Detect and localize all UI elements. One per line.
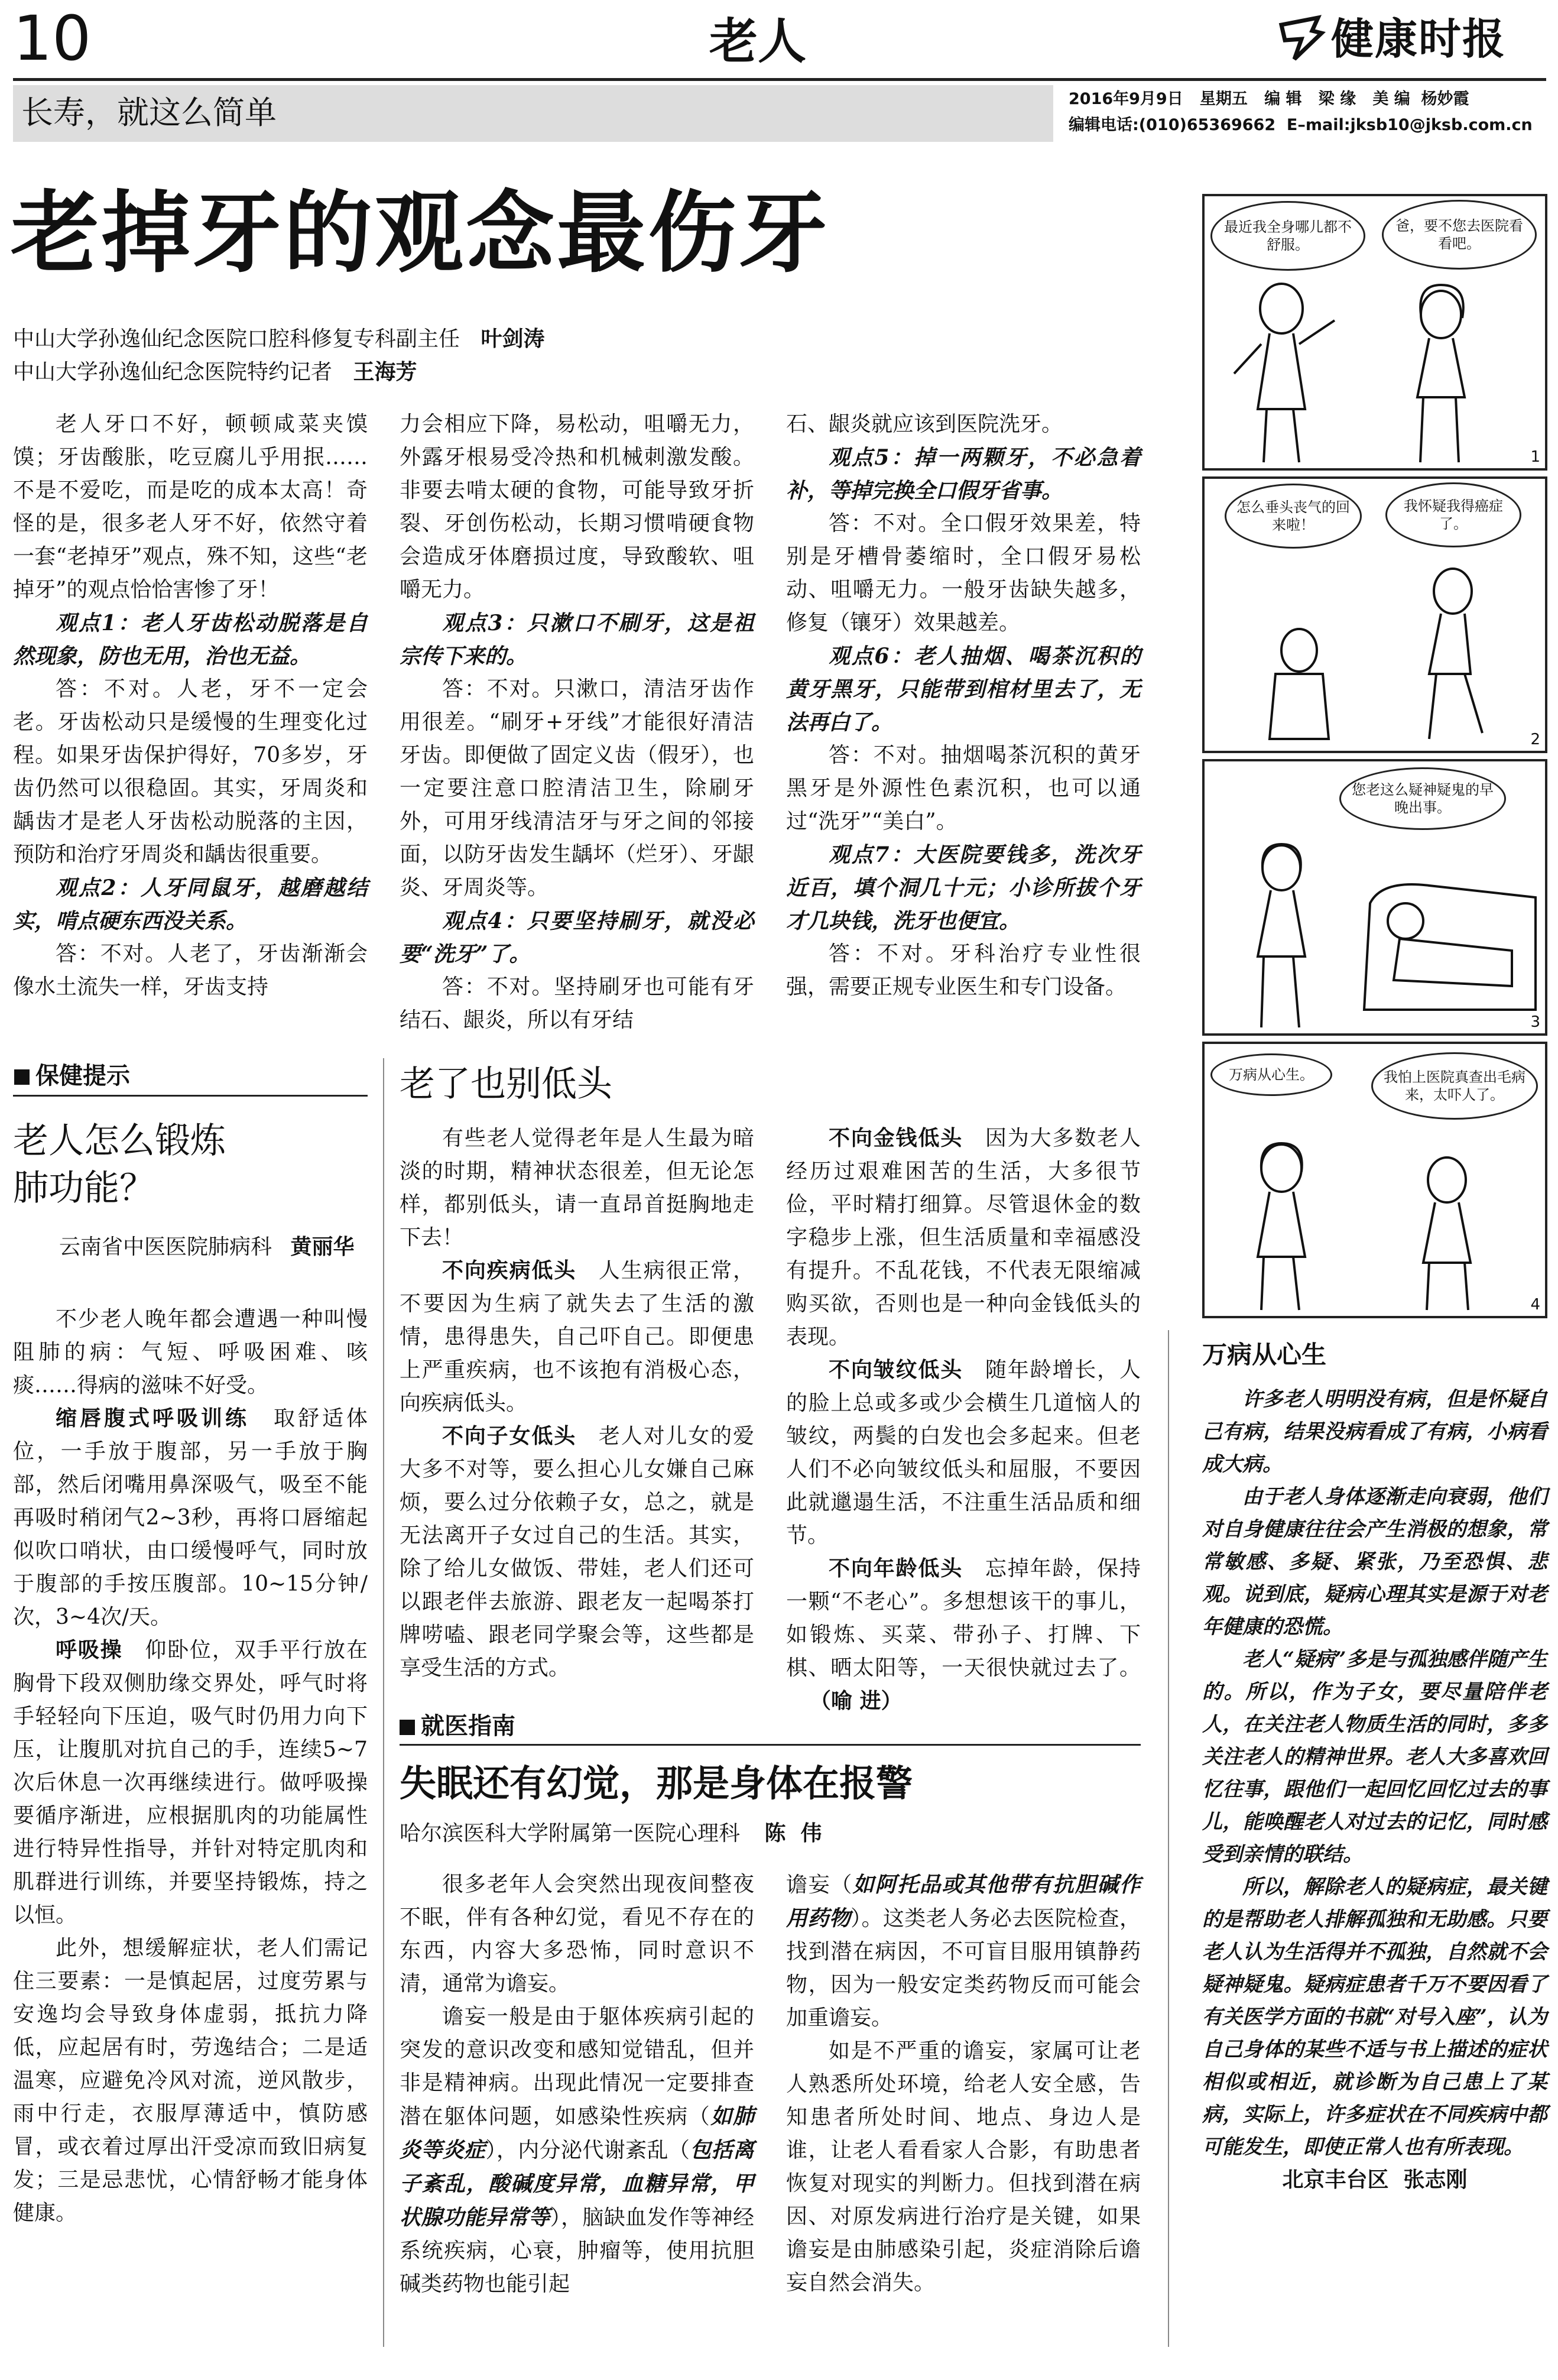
answer-5: 答：不对。全口假牙效果差，特别是牙槽骨萎缩时，全口假牙易松动、咀嚼无力。一般牙齿缺失越多，修复（镶牙）效果越差。 (786, 511, 1141, 635)
viewpoint-7: 观点7：大医院要钱多，洗次牙近百，填个洞几十元；小诊所拔个牙才几块钱，洗牙也便宜。 (786, 842, 1141, 933)
contact-line: 编辑电话:(010)65369662 E–mail:jksb10@jksb.com.cn (1069, 116, 1533, 134)
medical-guide-p2-italic: 包括离子紊乱，酸碱度异常，血糖异常，甲状腺功能异常等 (400, 2138, 754, 2230)
answer-4-start: 答：不对。坚持刷牙也可能有牙结石、龈炎，所以有牙结 (400, 975, 754, 1032)
medical-guide-p3-part: 谵妄（ (786, 1873, 853, 1897)
health-tips-headline-line1: 老人怎么锻炼 (13, 1120, 226, 1162)
section-name: 老人 (709, 13, 807, 70)
answer-4-cont: 石、龈炎就应该到医院洗牙。 (786, 412, 1063, 436)
comic-bubble: 怎么垂头丧气的回来啦！ (1225, 484, 1362, 549)
health-tips-body (13, 1303, 368, 2230)
no-bow-col1 (400, 1122, 754, 1685)
page-subtitle: 长寿，就这么简单 (21, 94, 277, 131)
byline-1-name: 叶剑涛 (481, 327, 545, 351)
health-tips-byline-affiliation: 云南省中医医院肺病科 (59, 1235, 272, 1259)
daughter-and-father-talking-illustration (1205, 1044, 1547, 1318)
comic-panel-2 (1202, 476, 1547, 753)
no-bow-p5-body: 忘掉年龄，保持一颗“不老心”。多想想该干的事儿，如锻炼、买菜、带孙子、打牌、下棋、晒太阳等，一天很快就过去了。 (786, 1557, 1141, 1680)
section-rule (13, 1095, 368, 1097)
viewpoint-6: 观点6：老人抽烟、喝茶沉积的黄牙黑牙，只能带到棺材里去了，无法再白了。 (786, 644, 1141, 735)
section-rule (400, 1744, 1141, 1746)
sidebar-body (1202, 1383, 1547, 2197)
logo-text: 健康时报 (1331, 14, 1507, 64)
no-bow-p4-lead: 不向皱纹低头 (829, 1358, 963, 1382)
health-tips-p3 (13, 1634, 368, 1932)
worried-old-man-illustration (1205, 479, 1547, 753)
medical-guide-p2-italic: 如肺炎等炎症 (400, 2104, 754, 2162)
comic-panel-3 (1202, 759, 1547, 1036)
comic-bubble: 我怕上医院真查出毛病来，太吓人了。 (1371, 1052, 1538, 1120)
medical-guide-p3-part: ）。这类老人务必去医院检查，找到潜在病因，不可盲目服用镇静药物，因为一般安定类药物反而可能会加重谵妄。 (786, 1906, 1141, 2030)
sidebar-p3: 老人“疑病”多是与孤独感伴随产生的。所以，作为子女，要尽量陪伴老人，在关注老人物质生活的同时，多多关注老人的精神世界。老人大多喜欢回忆往事，跟他们一起回忆回忆过去的事儿，能唤醒老人对过去的记忆，同时感受到亲情的联结。 (1202, 1648, 1547, 1866)
sidebar-headline: 万病从心生 (1202, 1340, 1327, 1369)
health-tips-byline (59, 1232, 366, 1263)
main-headline: 老掉牙的观念最伤牙 (11, 181, 830, 285)
no-bow-p2 (400, 1420, 754, 1685)
health-tips-p1: 不少老人晚年都会遭遇一种叫慢阻肺的病：气短、呼吸困难、咳痰……得病的滋味不好受。 (13, 1307, 368, 1397)
comic-panel-number: 1 (1530, 448, 1540, 466)
comic-bubble: 最近我全身哪儿都不舒服。 (1210, 201, 1365, 271)
answer-7: 答：不对。牙科治疗专业性很强，需要正规专业医生和专门设备。 (786, 942, 1141, 999)
medical-guide-p2-part: ），内分泌代谢紊乱（ (485, 2138, 690, 2162)
viewpoint-1: 观点1：老人牙齿松动脱落是自然现象，防也无用，治也无益。 (13, 611, 368, 669)
medical-guide-byline-name: 陈 伟 (764, 1821, 822, 1846)
health-tips-p3-lead: 呼吸操 (56, 1638, 123, 1662)
comic-panel-1 (1202, 194, 1547, 471)
section-label-health-tips: 保健提示 (14, 1061, 130, 1091)
medical-guide-p2-part: 谵妄一般是由于躯体疾病引起的突发的意识改变和感知觉错乱，但并非是精神病。出现此情况一定要排查潜在躯体问题，如感染性疾病（ (400, 2005, 754, 2129)
sidebar-p1: 许多老人明明没有病，但是怀疑自己有病，结果没病看成了有病，小病看成大病。 (1202, 1387, 1547, 1476)
medical-guide-col2 (786, 1868, 1141, 2300)
section-label-medical-guide: 就医指南 (400, 1711, 515, 1742)
column-divider (383, 1058, 384, 2347)
old-man-and-daughter-illustration (1205, 196, 1547, 471)
no-bow-author: （喻 进） (810, 1689, 903, 1713)
health-tips-p4: 此外，想缓解症状，老人们需记住三要素：一是慎起居，过度劳累与安逸均会导致身体虚弱，抵抗力降低，应起居有时，劳逸结合；二是适温寒，应避免冷风对流，逆风散步，雨中行走，衣服厚薄适中，慎防感冒，或衣着过厚出汗受凉而致旧病复发；三是忌悲忧，心情舒畅才能身体健康。 (13, 1936, 368, 2225)
main-article-col1 (13, 408, 368, 1004)
medical-guide-col1 (400, 1868, 754, 2301)
column-divider (1168, 1330, 1169, 2347)
no-bow-p3 (786, 1122, 1141, 1354)
no-bow-intro: 有些老人觉得老年是人生最为暗淡的时期，精神状态很差，但无论怎样，都别低头，请一直昂首挺胸地走下去！ (400, 1126, 754, 1250)
daughter-and-sick-father-illustration (1205, 761, 1547, 1036)
sidebar-p4: 所以，解除老人的疑病症，最关键的是帮助老人排解孤独和无助感。只要老人认为生活得并不孤独，自然就不会疑神疑鬼。疑病症患者千万不要因看了有关医学方面的书就“对号入座”，认为自己身体的某些不适与书上描述的症状相似或相近，就诊断为自己患上了某病，实际上，许多症状在不同疾病中都可能发生，即使正常人也有所表现。 (1202, 1875, 1547, 2159)
main-intro: 老人牙口不好，顿顿咸菜夹馍馍；牙齿酸胀，吃豆腐儿乎用抿……不是不爱吃，而是吃的成本太高！奇怪的是，很多老人牙不好，依然守着一套“老掉牙”观点，殊不知，这些“老掉牙”的观点恰恰害惨了牙！ (13, 412, 368, 602)
answer-2-start: 答：不对。人老了，牙齿渐渐会像水土流失一样，牙齿支持 (13, 942, 368, 999)
viewpoint-5: 观点5：掉一两颗牙，不必急着补，等掉完换全口假牙省事。 (786, 445, 1141, 503)
medical-guide-headline: 失眠还有幻觉，那是身体在报警 (400, 1762, 913, 1805)
comic-bubble: 我怀疑我得癌症了。 (1385, 482, 1521, 547)
answer-1: 答：不对。人老，牙不一定会老。牙齿松动只是缓慢的生理变化过程。如果牙齿保护得好，70多岁，牙齿仍然可以很稳固。其实，牙周炎和龋齿才是老人牙齿松动脱落的主因，预防和治疗牙周炎和龋齿很重要。 (13, 677, 368, 867)
viewpoint-3: 观点3：只漱口不刷牙，这是祖宗传下来的。 (400, 611, 754, 669)
no-bow-p1 (400, 1254, 754, 1420)
no-bow-p1-body: 人生病很正常，不要因为生病了就失去了生活的激情，患得患失，自己吓自己。即便患上严重疾病，也不该抱有消极心态，向疾病低头。 (400, 1259, 754, 1415)
medical-guide-p3 (786, 1868, 1141, 2035)
comic-bubble: 爸，要不您去医院看看吧。 (1382, 200, 1537, 270)
medical-guide-byline-affiliation: 哈尔滨医科大学附属第一医院心理科 (400, 1821, 741, 1846)
health-tips-p3-body: 仰卧位，双手平行放在胸骨下段双侧肋缘交界处，呼气时将手轻轻向下压迫，吸气时仍用力向下压，让腹肌对抗自己的手，连续5~7次后休息一次再继续进行。做呼吸操要循序渐进，应根据肌肉的功能属性进行特异性指导，并针对特定肌肉和肌群进行训练，并要坚持锻炼，持之以恒。 (13, 1638, 368, 1927)
sidebar-p2: 由于老人身体逐渐走向衰弱，他们对自身健康往往会产生消极的想象，常常敏感、多疑、紧张，乃至恐惧、悲观。说到底，疑病心理其实是源于对老年健康的恐慌。 (1202, 1485, 1547, 1639)
comic-bubble: 万病从心生。 (1210, 1053, 1332, 1096)
byline-2-affiliation: 中山大学孙逸仙纪念医院特约记者 (13, 360, 333, 384)
header-rule (13, 78, 1546, 81)
logo-emblem-icon (1277, 13, 1326, 63)
no-bow-p1-lead: 不向疾病低头 (442, 1259, 577, 1283)
main-article-col3 (786, 408, 1141, 1004)
comic-panel-4 (1202, 1042, 1547, 1318)
byline-1-affiliation: 中山大学孙逸仙纪念医院口腔科修复专科副主任 (13, 327, 460, 351)
comic-panel-number: 3 (1530, 1013, 1540, 1031)
byline-2-name: 王海芳 (353, 360, 417, 384)
no-bow-p3-lead: 不向金钱低头 (829, 1126, 963, 1150)
health-tips-p2-lead: 缩唇腹式呼吸训练 (56, 1406, 249, 1431)
date-line: 2016年9月9日 星期五 编 辑 梁 缘 美 编 杨妙霞 (1069, 90, 1469, 108)
page-number: 10 (13, 2, 92, 74)
health-tips-p2 (13, 1402, 368, 1634)
health-tips-headline (13, 1117, 226, 1212)
medical-guide-p3-italic: 如阿托品或其他带有抗胆碱作用药物 (786, 1872, 1141, 1931)
no-bow-p2-lead: 不向子女低头 (442, 1424, 577, 1448)
no-bow-p4 (786, 1354, 1141, 1552)
comic-bubble: 您老这么疑神疑鬼的早晚出事。 (1339, 767, 1506, 830)
no-bow-col2 (786, 1122, 1141, 1718)
answer-3: 答：不对。只漱口，清洁牙齿作用很差。“刷牙+牙线”才能很好清洁牙齿。即便做了固定义齿（假牙），也一定要注意口腔清洁卫生，除刷牙外，可用牙线清洁牙与牙之间的邻接面，以防牙齿发生龋坏（烂牙）、牙龈炎、牙周炎等。 (400, 677, 754, 900)
no-bow-p2-body: 老人对儿女的爱大多不对等，要么担心儿女嫌自己麻烦，要么过分依赖子女，总之，就是无法离开子女过自己的生活。其实，除了给儿女做饭、带娃，老人们还可以跟老伴去旅游、跟老友一起喝茶打牌唠嗑、跟老同学聚会等，这些都是享受生活的方式。 (400, 1424, 754, 1680)
health-tips-byline-name: 黄丽华 (290, 1235, 355, 1259)
viewpoint-2: 观点2：人牙同鼠牙，越磨越结实，啃点硬东西没关系。 (13, 876, 368, 933)
medical-guide-p4: 如是不严重的谵妄，家属可让老人熟悉所处环境，给老人安全感，告知患者所处时间、地点、身边人是谁，让老人看看家人合影，有助患者恢复对现实的判断力。但找到潜在病因、对原发病进行治疗是关键，如果谵妄是由肺感染引起，炎症消除后谵妄自然会消失。 (786, 2039, 1141, 2295)
health-tips-headline-line2: 肺功能？ (13, 1168, 155, 1209)
sidebar-author: 北京丰台区 张志刚 (1282, 2168, 1468, 2192)
comic-panel-number: 4 (1530, 1296, 1540, 1314)
health-tips-p2-body: 取舒适体位，一手放于腹部，另一手放于胸部，然后闭嘴用鼻深吸气，吸至不能再吸时稍闭气2~3秒，再将口唇缩起似吹口哨状，由口缓慢呼气，同时放于腹部的手按压腹部。10~15分钟/次，3~4次/天。 (13, 1406, 368, 1629)
byline-2 (13, 357, 417, 388)
answer-6: 答：不对。抽烟喝茶沉积的黄牙黑牙是外源性色素沉积，也可以通过“洗牙”“美白”。 (786, 743, 1141, 834)
main-article-col2 (400, 408, 754, 1037)
viewpoint-4: 观点4：只要坚持刷牙，就没必要“洗牙”了。 (400, 909, 754, 967)
byline-1 (13, 324, 544, 355)
medical-guide-p2 (400, 2000, 754, 2301)
medical-guide-p2-part: ），脑缺血发作等神经系统疾病，心衰，肿瘤等，使用抗胆碱类药物也能引起 (400, 2206, 754, 2296)
no-bow-p5 (786, 1552, 1141, 1718)
no-bow-headline: 老了也别低头 (400, 1063, 612, 1105)
medical-guide-byline (400, 1818, 822, 1849)
no-bow-p4-body: 随年龄增长，人的脸上总或多或少会横生几道恼人的皱纹，两鬓的白发也会多起来。但老人们不必向皱纹低头和屈服，不要因此就邋遢生活，不注重生活品质和细节。 (786, 1358, 1141, 1548)
no-bow-p3-body: 因为大多数老人经历过艰难困苦的生活，大多很节俭，平时精打细算。尽管退休金的数字稳步上涨，但生活质量和幸福感没有提升。不乱花钱，不代表无限缩减购买欲，否则也是一种向金钱低头的表现。 (786, 1126, 1141, 1349)
medical-guide-p1: 很多老年人会突然出现夜间整夜不眠，伴有各种幻觉，看见不存在的东西，内容大多恐怖，同时意识不清，通常为谵妄。 (400, 1872, 754, 1996)
no-bow-p5-lead: 不向年龄低头 (829, 1557, 963, 1581)
comic-panel-number: 2 (1530, 731, 1540, 748)
masthead-logo (1277, 13, 1554, 65)
answer-2-cont: 力会相应下降，易松动，咀嚼无力，外露牙根易受冷热和机械刺激发酸。非要去啃太硬的食物，可能导致牙折裂、牙创伤松动，长期习惯啃硬食物会造成牙体磨损过度，导致酸软、咀嚼无力。 (400, 412, 754, 602)
